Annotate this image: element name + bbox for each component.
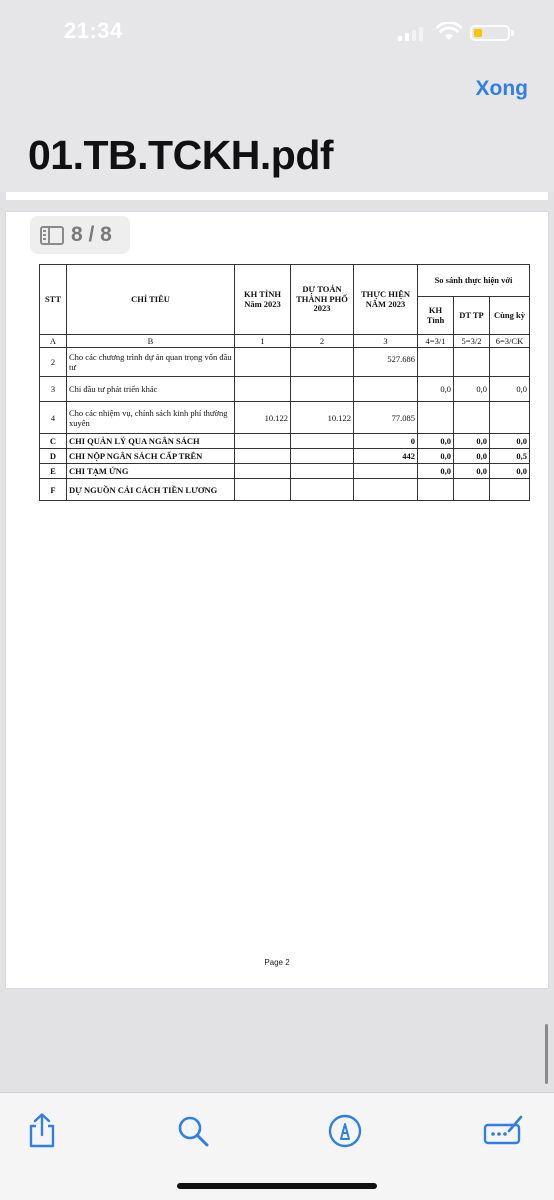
report-table <box>39 264 530 501</box>
page-indicator-label: 8 / 8 <box>71 223 112 246</box>
wifi-icon <box>436 22 462 42</box>
header-sub-kh: KH Tỉnh <box>418 297 454 335</box>
row-name: CHI QUẢN LÝ QUA NGÂN SÁCH <box>67 434 235 449</box>
row-stt: F <box>40 479 67 501</box>
search-icon[interactable] <box>173 1111 213 1151</box>
row-kh <box>235 464 291 479</box>
header-so-sanh: So sánh thực hiện với <box>418 265 530 297</box>
table-row <box>40 449 530 464</box>
row-stt: E <box>40 464 67 479</box>
markup-pen-icon[interactable] <box>325 1111 365 1151</box>
row-s1 <box>418 479 454 501</box>
row-name: Chi đầu tư phát triển khác <box>67 377 235 402</box>
header-chi-tieu: CHỈ TIÊU <box>67 265 235 335</box>
row-kh <box>235 479 291 501</box>
row-dt <box>291 377 354 402</box>
row-th <box>354 464 418 479</box>
row-th: 77.085 <box>354 402 418 434</box>
row-s1: 0,0 <box>418 377 454 402</box>
row-s3: 0,0 <box>490 434 530 449</box>
row-dt <box>291 348 354 377</box>
index-cell: 3 <box>354 335 418 348</box>
home-indicator <box>177 1183 377 1189</box>
header-thuc-hien: THỰC HIỆN NĂM 2023 <box>354 265 418 335</box>
form-fill-icon[interactable] <box>482 1111 526 1151</box>
row-kh <box>235 348 291 377</box>
header-kh-tinh: KH TỈNH Năm 2023 <box>235 265 291 335</box>
table-row <box>40 348 530 377</box>
scrollbar[interactable] <box>545 1024 548 1084</box>
row-th: 0 <box>354 434 418 449</box>
row-stt: C <box>40 434 67 449</box>
row-name: Cho các nhiệm vụ, chính sách kinh phí thường xuyên <box>67 402 235 434</box>
row-name: CHI TẠM ỨNG <box>67 464 235 479</box>
status-time: 21:34 <box>64 18 123 43</box>
row-stt: 3 <box>40 377 67 402</box>
row-s2: 0,0 <box>454 434 490 449</box>
done-button[interactable]: Xong <box>475 77 528 100</box>
row-s2: 0,0 <box>454 377 490 402</box>
row-name: CHI NỘP NGÂN SÁCH CẤP TRÊN <box>67 449 235 464</box>
table-row <box>40 464 530 479</box>
row-stt: D <box>40 449 67 464</box>
row-s1 <box>418 348 454 377</box>
row-s3 <box>490 479 530 501</box>
table-row <box>40 434 530 449</box>
index-cell: 5=3/2 <box>454 335 490 348</box>
row-th: 527.686 <box>354 348 418 377</box>
row-s3: 0,5 <box>490 449 530 464</box>
header-stt: STT <box>40 265 67 335</box>
share-icon[interactable] <box>22 1111 62 1151</box>
row-s3 <box>490 402 530 434</box>
table-row <box>40 479 530 501</box>
battery-icon <box>470 25 510 41</box>
status-bar <box>0 0 554 62</box>
page-footer: Page 2 <box>264 958 290 967</box>
row-s1: 0,0 <box>418 464 454 479</box>
index-cell: B <box>67 335 235 348</box>
row-dt <box>291 464 354 479</box>
row-stt: 2 <box>40 348 67 377</box>
row-dt <box>291 479 354 501</box>
row-kh <box>235 434 291 449</box>
page-indicator[interactable] <box>30 216 130 254</box>
row-th: 442 <box>354 449 418 464</box>
row-s2: 0,0 <box>454 464 490 479</box>
row-s1: 0,0 <box>418 449 454 464</box>
cellular-signal-icon <box>398 27 423 41</box>
row-th <box>354 377 418 402</box>
thumbnail-sidebar-icon <box>40 226 64 245</box>
header-sub-ck: Cùng kỳ <box>490 297 530 335</box>
row-th <box>354 479 418 501</box>
index-row <box>40 335 530 348</box>
row-s2 <box>454 348 490 377</box>
row-s3: 0,0 <box>490 377 530 402</box>
index-cell: 1 <box>235 335 291 348</box>
row-s2: 0,0 <box>454 449 490 464</box>
row-dt <box>291 434 354 449</box>
header-sub-dt: DT TP <box>454 297 490 335</box>
row-s2 <box>454 402 490 434</box>
index-cell: A <box>40 335 67 348</box>
row-s1 <box>418 402 454 434</box>
row-dt <box>291 449 354 464</box>
header-du-toan: DỰ TOÁN THÀNH PHỐ 2023 <box>291 265 354 335</box>
row-name: Cho các chương trình dự án quan trọng vốn đầu tư <box>67 348 235 377</box>
row-name: DỰ NGUỒN CẢI CÁCH TIỀN LƯƠNG <box>67 479 235 501</box>
index-cell: 4=3/1 <box>418 335 454 348</box>
row-kh: 10.122 <box>235 402 291 434</box>
row-s3 <box>490 348 530 377</box>
row-stt: 4 <box>40 402 67 434</box>
index-cell: 6=3/CK <box>490 335 530 348</box>
row-s1: 0,0 <box>418 434 454 449</box>
row-s2 <box>454 479 490 501</box>
index-cell: 2 <box>291 335 354 348</box>
table-row <box>40 377 530 402</box>
previous-page-edge <box>6 192 548 200</box>
row-kh <box>235 449 291 464</box>
table-row <box>40 402 530 434</box>
row-s3: 0,0 <box>490 464 530 479</box>
row-dt: 10.122 <box>291 402 354 434</box>
row-kh <box>235 377 291 402</box>
page-title: 01.TB.TCKH.pdf <box>28 132 334 178</box>
